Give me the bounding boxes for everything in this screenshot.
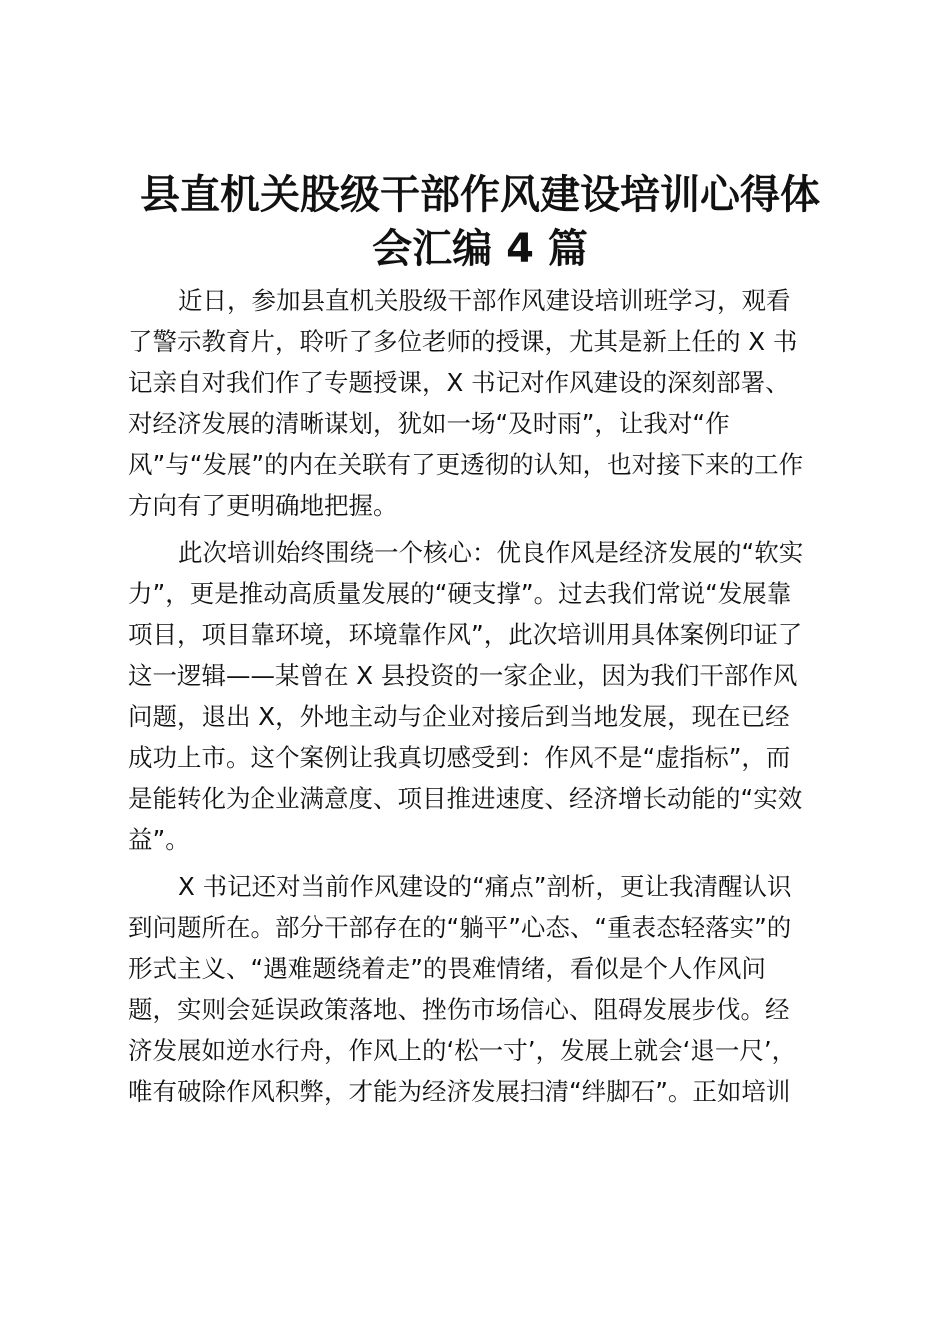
paragraph-line: 力”，更是推动高质量发展的“硬支撑”。过去我们常说“发展靠 [128, 579, 792, 608]
paragraph-line: 近日，参加县直机关股级干部作风建设培训班学习，观看 [178, 286, 791, 315]
title-line: 会汇编 4 篇 [372, 226, 588, 272]
paragraph-line: 成功上市。这个案例让我真切感受到：作风不是“虚指标”，而 [128, 743, 791, 772]
paragraph-1 [128, 280, 838, 526]
paragraph-line: 形式主义、“遇难题绕着走”的畏难情绪，看似是个人作风问 [128, 954, 766, 983]
paragraph-line: 方向有了更明确地把握。 [128, 491, 398, 520]
paragraph-line: 项目，项目靠环境，环境靠作风”，此次培训用具体案例印证了 [128, 620, 803, 649]
paragraph-line: X 书记还对当前作风建设的“痛点”剖析，更让我清醒认识 [178, 872, 792, 901]
document-title [120, 168, 840, 276]
paragraph-line: 是能转化为企业满意度、项目推进速度、经济增长动能的“实效 [128, 784, 803, 813]
paragraph-2 [128, 532, 838, 860]
paragraph-line: 此次培训始终围绕一个核心：优良作风是经济发展的“软实 [178, 538, 804, 567]
paragraph-line: 益”。 [128, 825, 190, 854]
paragraph-line: 了警示教育片，聆听了多位老师的授课，尤其是新上任的 X 书 [128, 327, 798, 356]
paragraph-line: 风”与“发展”的内在关联有了更透彻的认知，也对接下来的工作 [128, 450, 804, 479]
paragraph-line: 对经济发展的清晰谋划，犹如一场“及时雨”，让我对“作 [128, 409, 730, 438]
document-body [128, 280, 838, 1118]
paragraph-line: 这一逻辑——某曾在 X 县投资的一家企业，因为我们干部作风 [128, 661, 798, 690]
paragraph-line: 济发展如逆水行舟，作风上的‘松一寸’，发展上就会‘退一尺’， [128, 1036, 797, 1065]
paragraph-line: 唯有破除作风积弊，才能为经济发展扫清“绊脚石”。正如培训 [128, 1077, 791, 1106]
paragraph-line: 问题，退出 X，外地主动与企业对接后到当地发展，现在已经 [128, 702, 790, 731]
title-line: 县直机关股级干部作风建设培训心得体 [140, 172, 820, 218]
paragraph-line: 记亲自对我们作了专题授课，X 书记对作风建设的深刻部署、 [128, 368, 790, 397]
paragraph-3 [128, 866, 838, 1112]
paragraph-line: 到问题所在。部分干部存在的“躺平”心态、“重表态轻落实”的 [128, 913, 792, 942]
paragraph-line: 题，实则会延误政策落地、挫伤市场信心、阻碍发展步伐。经 [128, 995, 790, 1024]
